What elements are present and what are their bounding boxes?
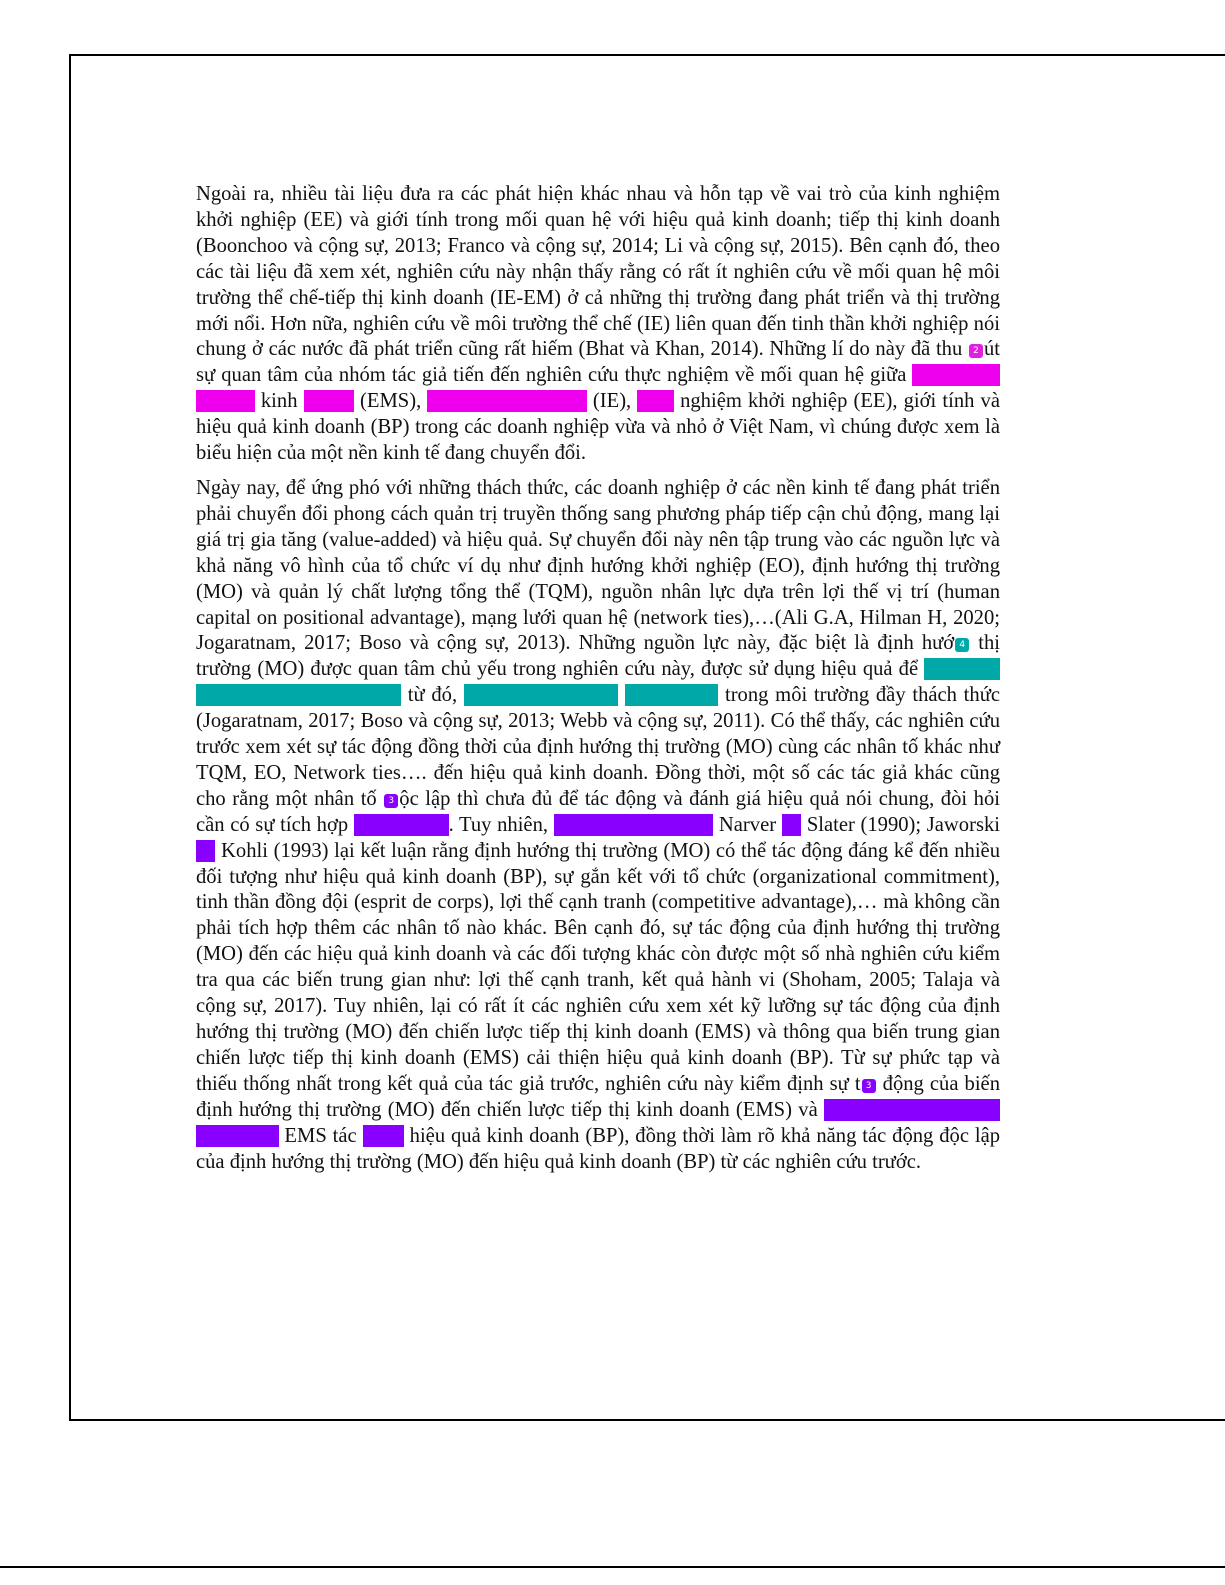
- annotation-marker: 3: [384, 794, 398, 808]
- text-run: trong môi trường đầy thách thức (Jogaratnam, 2017; Boso và cộng sự, 2013; Webb và cộng sự, 2011). Có thể thấy, các nghiên cứu trước xem xét sự tác động đồng thời của định hướng thị trường (MO) cùng các nhân tố khác như TQM, EO, Network ties…. đến hiệu quả kinh doanh. Đồng thời, một số các tác giả khác cũng cho rằng một nhân tố: [196, 684, 1000, 810]
- text-run: út sự quan tâm của nhóm tác giả tiến đến nghiên cứu thực nghiệm về mối quan hệ giữa: [196, 338, 1000, 387]
- text-run: ộc lập thì chưa đủ để tác động và đánh giá hiệu quả nói chung, đòi hỏi cần có sự tích hợp: [196, 787, 1000, 836]
- text-run: Ngoài ra, nhiều tài liệu đưa ra các phát hiện khác nhau và hỗn tạp về vai trò của kinh nghiệm khởi nghiệp (EE) và giới tính trong mối quan hệ với hiệu quả kinh doanh; tiếp thị kinh doanh (Boonchoo và cộng sự, 2013; Franco và cộng sự, 2014; Li và cộng sự, 2015). Bên cạnh đó, theo các tài liệu đã xem xét, nghiên cứu này nhận thấy rằng có rất ít nghiên cứu về mối quan hệ môi trường thể chế-tiếp thị kinh doanh (IE-EM) ở cả những thị trường đang phát triển và thị trường mới nổi. Hơn nữa, nghiên cứu về môi trường thể chế (IE) liên quan đến tinh thần khởi nghiệp nói chung ở các nước đã phát triển cũng rất hiếm (Bhat và Khan, 2014). Những lí do này đã thu: [196, 183, 1000, 361]
- text-run: [618, 684, 625, 706]
- redaction-highlight: [354, 814, 449, 836]
- text-run: EMS tác: [278, 1124, 363, 1147]
- text-run: từ đó,: [401, 684, 464, 707]
- text-run: (IE),: [586, 390, 638, 413]
- redaction-highlight: [625, 684, 719, 706]
- redaction-highlight: [464, 684, 618, 706]
- text-run: Ngày nay, để ứng phó với những thách thức, các doanh nghiệp ở các nền kinh tế đang phát triển phải chuyển đổi phong cách quản trị truyền thống sang phương pháp tiếp cận chủ động, mang lại giá trị gia tăng (value-added) và hiệu quả. Sự chuyển đổi này nên tập trung vào các nguồn lực và khả năng vô hình của tổ chức ví dụ như định hướng khởi nghiệp (EO), định hướng thị trường (MO) và quản lý chất lượng tổng thể (TQM), nguồn nhân lực dựa trên lợi thế vị trí (human capital on positional advantage), mạng lưới quan hệ (network ties),…(Ali G.A, Hilman H, 2020; Jogaratnam, 2017; Boso và cộng sự, 2013). Những nguồn lực này, đặc biệt là định hướ: [196, 476, 1000, 655]
- document-body: [196, 182, 1000, 1184]
- annotation-marker: 4: [955, 638, 969, 652]
- redaction-highlight: [427, 390, 586, 412]
- redaction-highlight: [304, 390, 354, 412]
- text-run: hiệu quả kinh doanh (BP), đồng thời làm rõ khả năng tác động độc lập của định hướng thị trường (MO) đến hiệu quả kinh doanh (BP) từ các nghiên cứu trước.: [196, 1124, 1001, 1173]
- text-run: nghiệm khởi nghiệp (EE), giới tính và hiệu quả kinh doanh (BP) trong các doanh nghiệp vừa và nhỏ ở Việt Nam, vì chúng được xem là biểu hiện của một nền kinh tế đang chuyển đổi.: [196, 390, 1000, 465]
- redaction-highlight: [196, 840, 215, 862]
- annotation-marker: 3: [862, 1079, 876, 1093]
- redaction-highlight: [782, 814, 801, 836]
- text-run: Kohli (1993) lại kết luận rằng định hướng thị trường (MO) có thể tác động đáng kể đến nhiều đối tượng như hiệu quả kinh doanh (BP), sự gắn kết với tổ chức (organizational commitment), tinh thần đồng đội (esprit de corps), lợi thế cạnh tranh (competitive advantage),… mà không cần phải tích hợp thêm các nhân tố nào khác. Bên cạnh đó, sự tác động của định hướng thị trường (MO) đến các hiệu quả kinh doanh và các đối tượng khác còn được một số nhà nghiên cứu kiểm tra qua các biến trung gian như: lợi thế cạnh tranh, kết quả hành vi (Shoham, 2005; Talaja và cộng sự, 2017). Tuy nhiên, lại có rất ít các nghiên cứu xem xét kỹ lưỡng sự tác động của định hướng thị trường (MO) đến chiến lược tiếp thị kinh doanh (EMS) và thông qua biến trung gian chiến lược tiếp thị kinh doanh (EMS) cải thiện hiệu quả kinh doanh (BP). Từ sự phức tạp và thiếu thống nhất trong kết quả của tác giả trước, nghiên cứu này kiểm định sự t: [196, 839, 1000, 1095]
- text-run: (EMS),: [353, 390, 428, 413]
- paragraph-1: [196, 182, 1000, 467]
- text-run: Slater (1990); Jaworski: [801, 813, 1000, 836]
- text-run: thị trường (MO) được quan tâm chủ yếu trong nghiên cứu này, được sử dụng hiệu quả để: [196, 632, 1000, 681]
- annotation-marker: 2: [969, 344, 983, 358]
- text-run: . Tuy nhiên,: [448, 813, 554, 836]
- redaction-highlight: [554, 814, 714, 836]
- paragraph-2: [196, 476, 1000, 1175]
- page-bottom-rule: [0, 1566, 1225, 1568]
- redaction-highlight: [637, 390, 674, 412]
- text-run: động của biến định hướng thị trường (MO) đến chiến lược tiếp thị kinh doanh (EMS) và: [196, 1072, 1000, 1121]
- text-run: Narver: [713, 813, 782, 836]
- redaction-highlight: [363, 1125, 404, 1147]
- text-run: kinh: [254, 390, 304, 413]
